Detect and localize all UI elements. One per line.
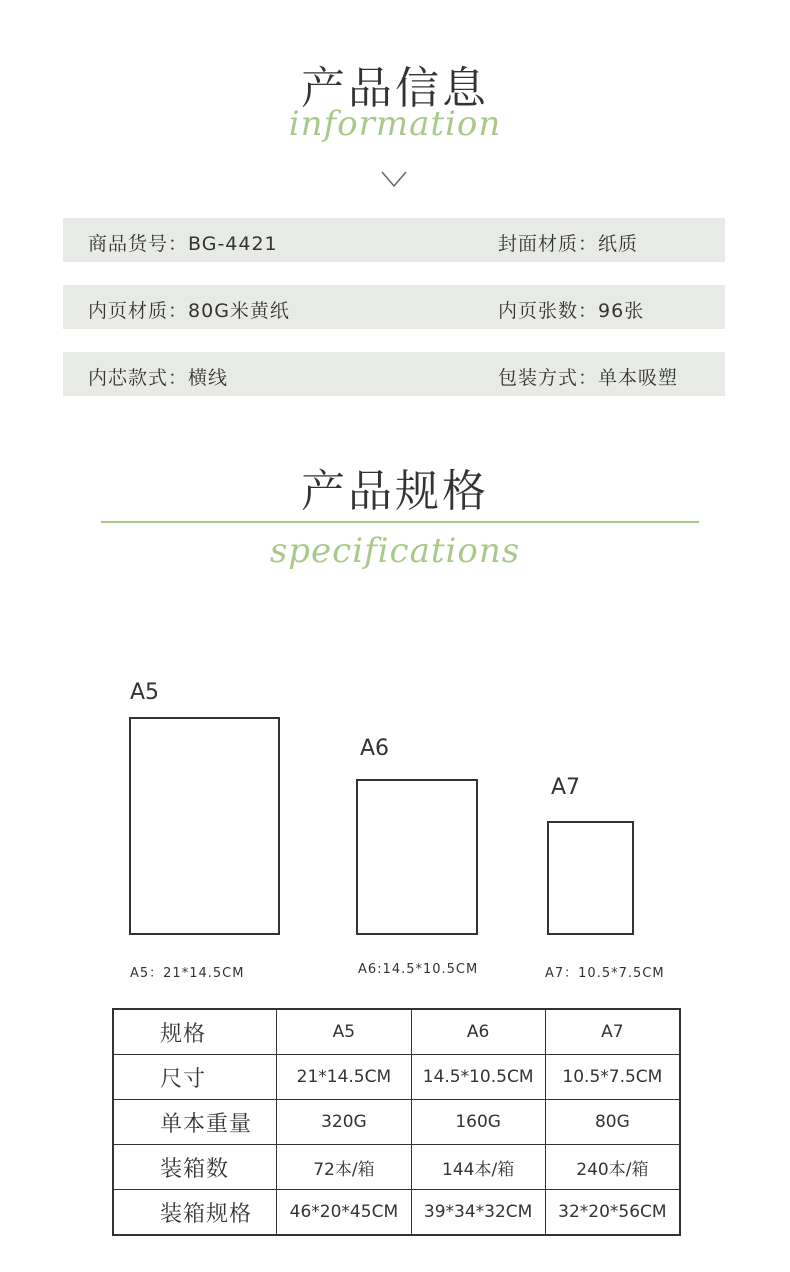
table-cell: 72本/箱	[277, 1145, 411, 1190]
table-row-header: 装箱规格	[113, 1190, 277, 1236]
size-label-a7: A7	[551, 775, 581, 800]
table-row-header: 尺寸	[113, 1055, 277, 1100]
info-label: 内芯款式：	[88, 367, 189, 389]
chevron-down-icon	[380, 170, 408, 188]
info-script-subtitle: information	[288, 104, 502, 144]
table-cell: 10.5*7.5CM	[545, 1055, 680, 1100]
info-value: 纸质	[598, 233, 639, 255]
table-column-header: A7	[545, 1009, 680, 1055]
size-caption-a7: A7：10.5*7.5CM	[545, 966, 665, 981]
info-row-2	[63, 285, 725, 329]
size-box-a5	[129, 717, 280, 935]
table-cell: 160G	[411, 1100, 545, 1145]
table-cell: 46*20*45CM	[277, 1190, 411, 1236]
size-box-a6	[356, 779, 478, 935]
table-cell: 32*20*56CM	[545, 1190, 680, 1236]
table-cell: 80G	[545, 1100, 680, 1145]
info-value: 横线	[188, 367, 229, 389]
info-label: 内页材质：	[88, 300, 189, 322]
table-cell: 21*14.5CM	[277, 1055, 411, 1100]
info-value: 96张	[598, 300, 645, 322]
info-label: 封面材质：	[498, 233, 599, 255]
table-row	[113, 1100, 680, 1145]
table-row	[113, 1190, 680, 1236]
info-label: 包装方式：	[498, 367, 599, 389]
size-box-a7	[547, 821, 634, 935]
table-cell: 14.5*10.5CM	[411, 1055, 545, 1100]
table-row	[113, 1145, 680, 1190]
size-caption-a6: A6:14.5*10.5CM	[358, 962, 479, 977]
spec-title: 产品规格	[301, 466, 489, 517]
info-label: 商品货号：	[88, 233, 189, 255]
table-row-header: 单本重量	[113, 1100, 277, 1145]
info-value: 80G米黄纸	[188, 300, 290, 322]
table-column-header: A5	[277, 1009, 411, 1055]
table-row-header: 规格	[113, 1009, 277, 1055]
size-caption-a5: A5：21*14.5CM	[130, 966, 245, 981]
table-cell: 320G	[277, 1100, 411, 1145]
size-label-a5: A5	[130, 680, 160, 705]
info-row-3	[63, 352, 725, 396]
info-label: 内页张数：	[498, 300, 599, 322]
table-row	[113, 1055, 680, 1100]
table-column-header: A6	[411, 1009, 545, 1055]
table-row-header: 装箱数	[113, 1145, 277, 1190]
size-label-a6: A6	[360, 736, 390, 761]
spec-table	[112, 1008, 681, 1236]
info-value: 单本吸塑	[598, 367, 679, 389]
table-header-row	[113, 1009, 680, 1055]
table-cell: 39*34*32CM	[411, 1190, 545, 1236]
info-title: 产品信息	[301, 63, 489, 114]
info-row-1	[63, 218, 725, 262]
spec-script-subtitle: specifications	[269, 531, 521, 571]
table-cell: 240本/箱	[545, 1145, 680, 1190]
table-cell: 144本/箱	[411, 1145, 545, 1190]
info-value: BG-4421	[188, 233, 278, 255]
spec-divider	[101, 521, 699, 523]
